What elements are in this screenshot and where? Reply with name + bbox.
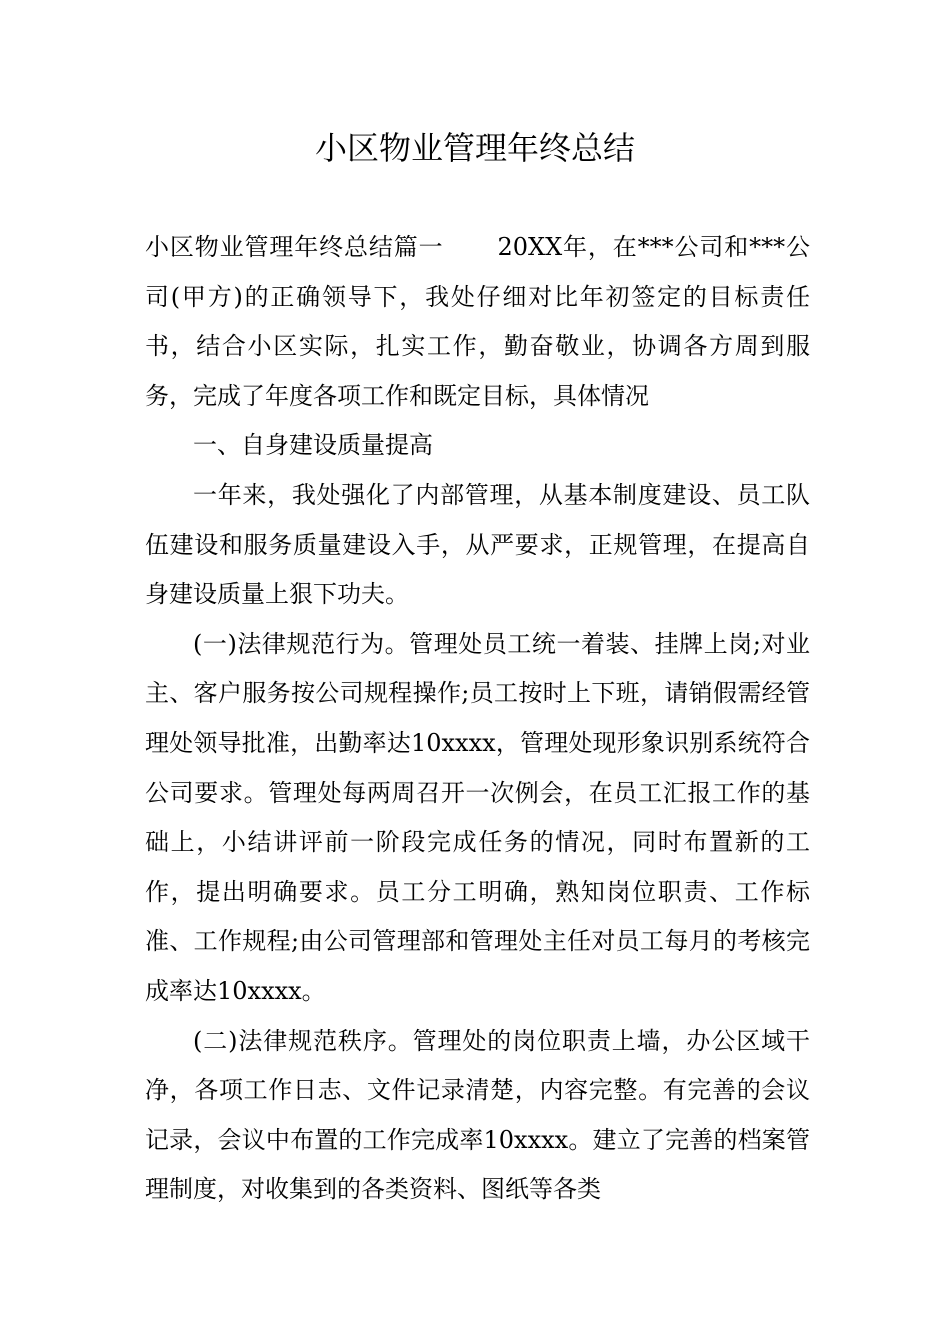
document-body [145,223,810,1215]
section-heading-inline: 小区物业管理年终总结篇一 [145,233,444,261]
document-title: 小区物业管理年终总结 [314,129,635,167]
paragraph-text: 20XX年，在***公司和***公司(甲方)的正确领导下，我处仔细对比年初签定的目标责任书，结合小区实际，扎实工作，勤奋敬业，协调各方周到服务，完成了年度各项工作和既定目标，具体情况 [145,233,810,410]
paragraph: (二)法律规范秩序。管理处的岗位职责上墙，办公区域干净，各项工作日志、文件记录清楚，内容完整。有完善的会议记录，会议中布置的工作完成率10xxxx。建立了完善的档案管理制度，对收集到的各类资料、图纸等各类 [145,1026,810,1204]
paragraph-intro [145,223,810,421]
paragraph: 一年来，我处强化了内部管理，从基本制度建设、员工队伍建设和服务质量建设入手，从严要求，正规管理，在提高自身建设质量上狠下功夫。 [145,480,810,609]
section-heading: 一、自身建设质量提高 [193,431,433,460]
paragraph: (一)法律规范行为。管理处员工统一着装、挂牌上岗;对业主、客户服务按公司规程操作;员工按时上下班，请销假需经管理处领导批准，出勤率达10xxxx，管理处现形象识别系统符合公司要求。管理处每两周召开一次例会，在员工汇报工作的基础上，小结讲评前一阶段完成任务的情况，同时布置新的工作，提出明确要求。员工分工明确，熟知岗位职责、工作标准、工作规程;由公司管理部和管理处主任对员工每月的考核完成率达10xxxx。 [145,629,810,1005]
